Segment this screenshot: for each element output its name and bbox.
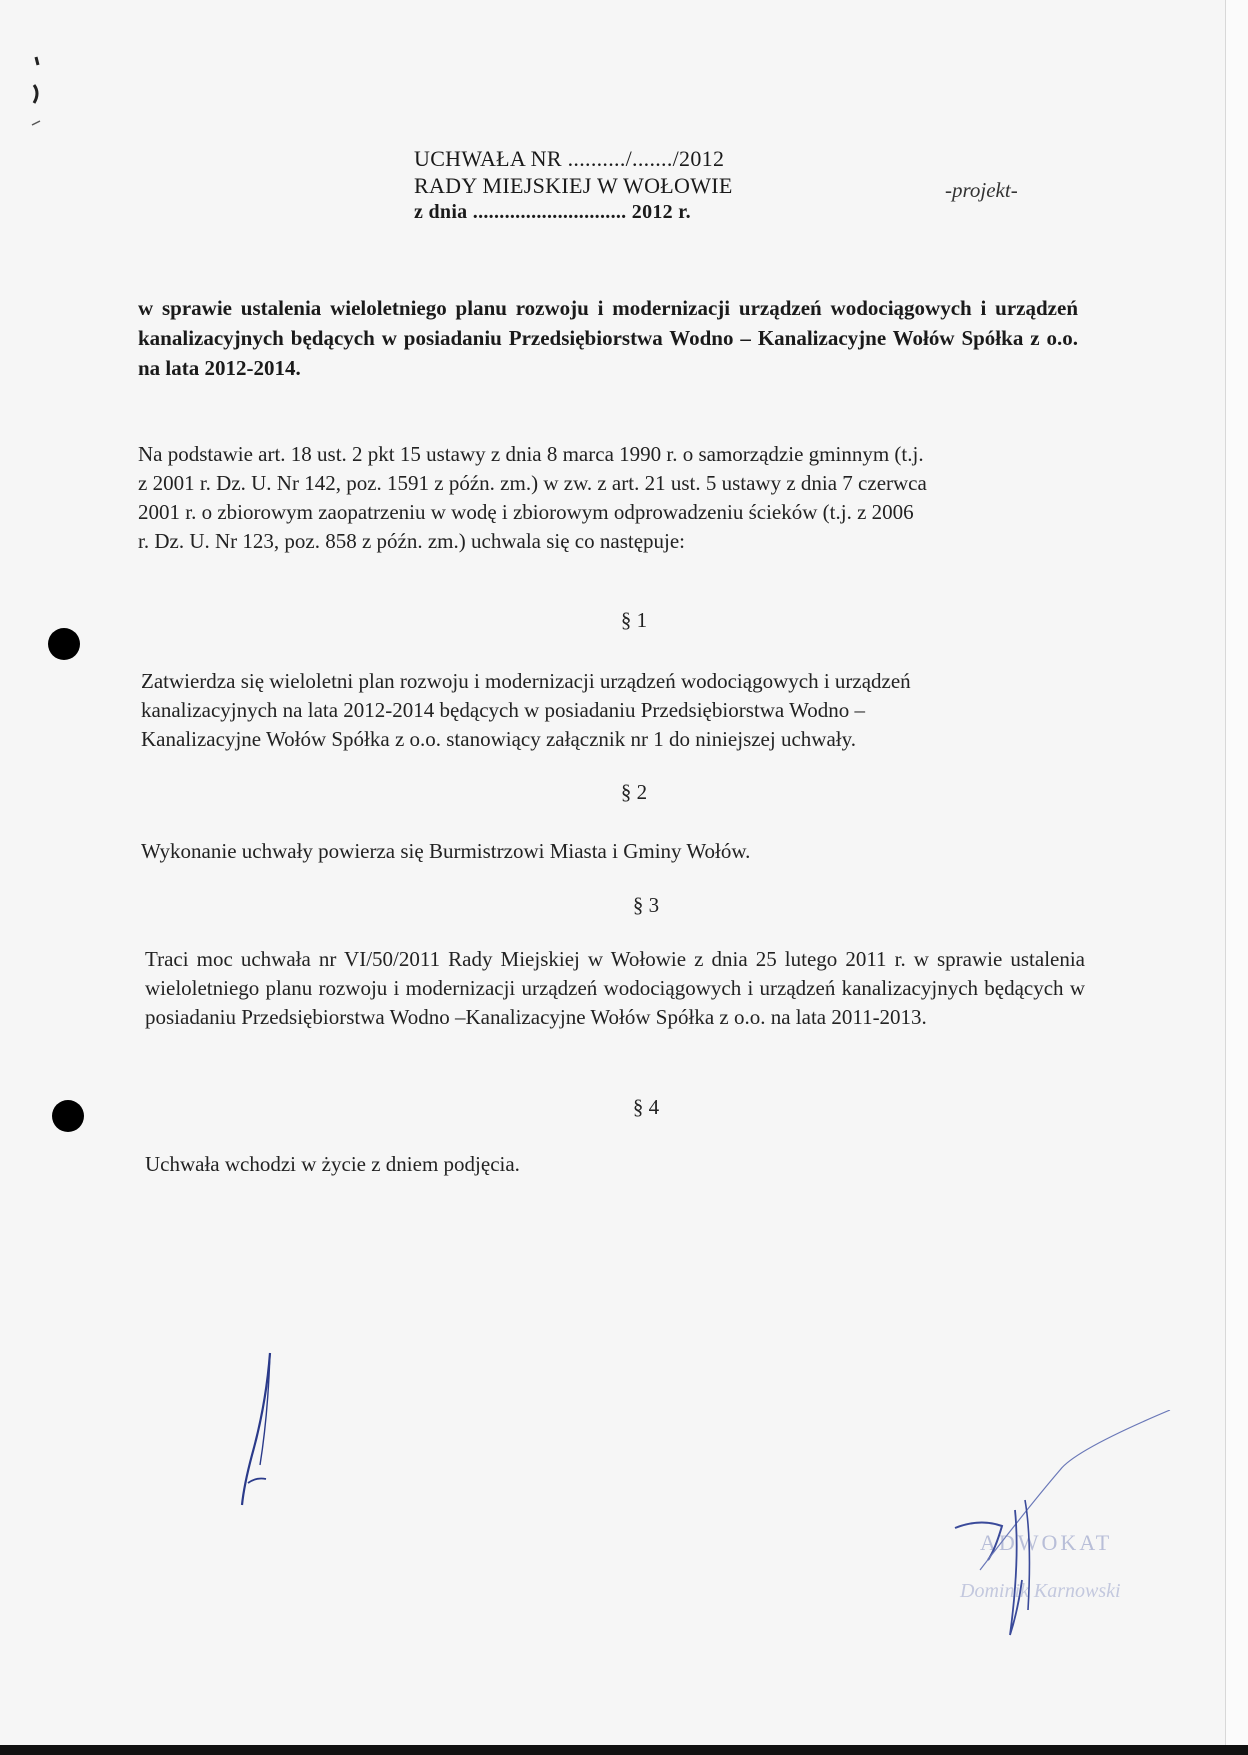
legal-basis-line: 2001 r. o zbiorowym zaopatrzeniu w wodę i zbiorowym odprowadzeniu ścieków (t.j. z 2006 [138, 500, 914, 524]
section-2-mark: § 2 [620, 780, 648, 804]
page-edge [1225, 0, 1248, 1755]
stamp-title: ADWOKAT [980, 1530, 1113, 1555]
section-1-line: Zatwierdza się wieloletni plan rozwoju i modernizacji urządzeń wodociągowych i urządzeń [141, 669, 911, 693]
section-4-line: Uchwała wchodzi w życie z dniem podjęcia. [145, 1152, 520, 1176]
section-1-line: kanalizacyjnych na lata 2012-2014 będących w posiadaniu Przedsiębiorstwa Wodno – [141, 698, 865, 722]
stamp-name: Dominik Karnowski [960, 1580, 1121, 1602]
section-4-mark: § 4 [632, 1095, 660, 1119]
resolution-header [414, 145, 733, 226]
section-3-mark: § 3 [632, 893, 660, 917]
legal-basis-line: Na podstawie art. 18 ust. 2 pkt 15 ustawy z dnia 8 marca 1990 r. o samorządzie gminnym (t.j. [138, 442, 924, 466]
section-2-line: Wykonanie uchwały powierza się Burmistrzowi Miasta i Gminy Wołów. [141, 839, 751, 863]
legal-basis-line: z 2001 r. Dz. U. Nr 142, poz. 1591 z późn. zm.) w zw. z art. 21 ust. 5 ustawy z dnia 7 czerwca [138, 471, 927, 495]
legal-basis-line: r. Dz. U. Nr 123, poz. 858 z późn. zm.) uchwala się co następuje: [138, 529, 686, 553]
advocate-stamp [940, 1410, 1220, 1660]
section-1-line: Kanalizacyjne Wołów Spółka z o.o. stanowiący załącznik nr 1 do niniejszej uchwały. [141, 727, 856, 751]
resolution-number: UCHWAŁA NR ........../......./2012 [414, 146, 725, 171]
resolution-date: z dnia ............................. 2012 r. [414, 201, 691, 223]
section-3-text: Traci moc uchwała nr VI/50/2011 Rady Miejskiej w Wołowie z dnia 25 lutego 2011 r. w sprawie ustalenia wieloletniego planu rozwoju i modernizacji urządzeń wodociągowych i urządzeń kanalizacyjnych będących w posiadaniu Przedsiębiorstwa Wodno –Kanalizacyjne Wołów Spółka z o.o. na lata 2011-2013. [145, 947, 1085, 1029]
corner-scan-mark [28, 55, 48, 135]
signature-mark [230, 1345, 290, 1515]
advocate-signature [940, 1410, 1220, 1660]
legal-basis [138, 440, 1068, 556]
council-name: RADY MIEJSKIEJ W WOŁOWIE [414, 173, 733, 198]
section-2-text [141, 837, 1081, 866]
section-4-text [145, 1150, 1085, 1179]
section-1-mark: § 1 [620, 608, 648, 632]
section-1-text [141, 667, 1081, 754]
draft-label: -projekt- [945, 178, 1018, 202]
resolution-subject: w sprawie ustalenia wieloletniego planu rozwoju i modernizacji urządzeń wodociągowych i urządzeń kanalizacyjnych będących w posiadaniu Przedsiębiorstwa Wodno – Kanalizacyjne Wołów Spółka z o.o. na lata 2012-2014. [138, 296, 1078, 380]
scan-bottom-edge [0, 1745, 1248, 1755]
